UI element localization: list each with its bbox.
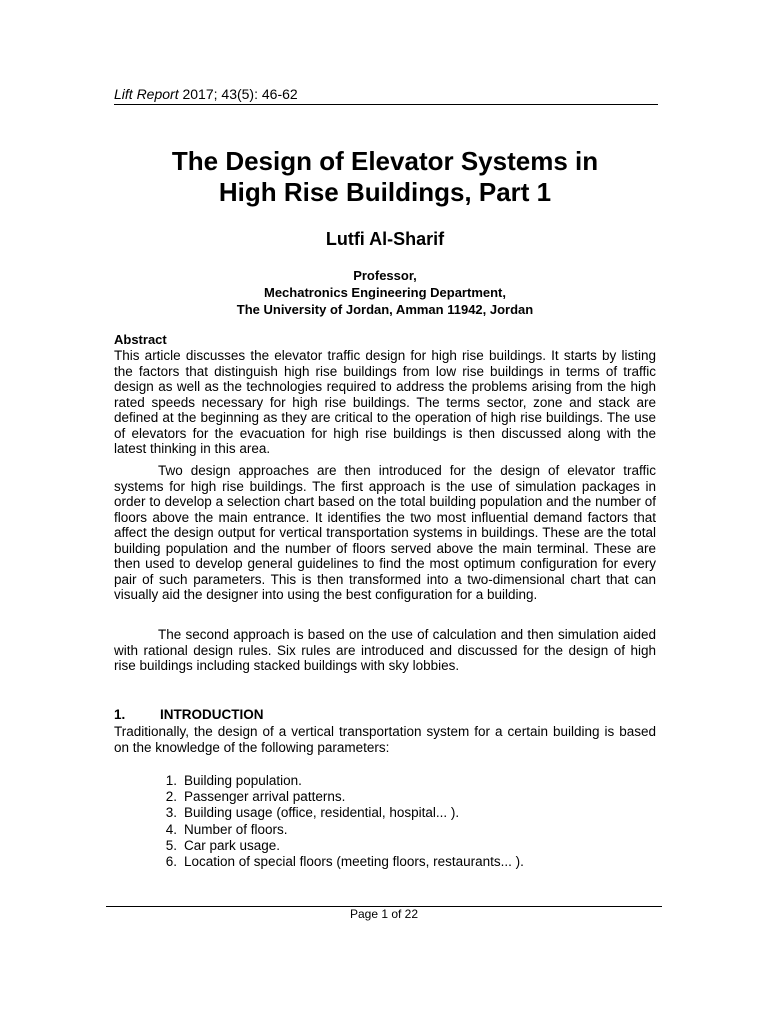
- affiliation-position: Professor,: [353, 268, 417, 283]
- section-number: 1.: [114, 707, 126, 722]
- list-item-number: 2.: [165, 789, 177, 805]
- list-item: [114, 854, 656, 870]
- list-item: [114, 838, 656, 854]
- journal-name: Lift Report: [114, 86, 179, 102]
- affiliation-department: Mechatronics Engineering Department,: [264, 285, 506, 300]
- list-item-number: 3.: [165, 805, 177, 821]
- list-item-text: Building usage (office, residential, hospital... ).: [184, 805, 460, 821]
- list-item-text: Number of floors.: [184, 821, 288, 837]
- abstract-heading: Abstract: [114, 332, 167, 347]
- list-item-number: 5.: [165, 837, 177, 853]
- parameter-list: [114, 773, 656, 870]
- abstract-paragraph-1: This article discusses the elevator traffic design for high rise buildings. It starts by listing the factors that distinguish high rise buildings from low rise buildings in terms of traffic design as well as the technologies required to address the problems arising from the high rated speeds necessary for high rise buildings. The terms sector, zone and stack are defined at the beginning as they are critical to the operation of high rise buildings. The use of elevators for the evacuation for high rise buildings is then discussed along with the latest thinking in this area.: [114, 348, 656, 456]
- list-item-text: Building population.: [184, 773, 302, 788]
- paper-title: [114, 146, 656, 208]
- journal-citation: 2017; 43(5): 46-62: [178, 86, 298, 102]
- affiliation-institution: The University of Jordan, Amman 11942, Jordan: [236, 302, 534, 317]
- header-rule: [114, 104, 658, 105]
- list-item: [114, 789, 656, 805]
- list-item-text: Location of special floors (meeting floors, restaurants... ).: [184, 854, 524, 870]
- author-name: Lutfi Al-Sharif: [325, 229, 445, 249]
- list-item-number: 6.: [165, 854, 177, 870]
- paper-title-line-2: High Rise Buildings, Part 1: [218, 177, 552, 207]
- list-item-number: 1.: [165, 773, 177, 788]
- list-item: [114, 822, 656, 838]
- abstract-paragraph-2: Two design approaches are then introduced for the design of elevator traffic systems for high rise buildings. The first approach is the use of simulation packages in order to develop a selection chart based on the total building population and the number of floors above the main entrance. It identifies the two most influential demand factors that affect the design output for vertical transportation systems in buildings. These are the total building population and the number of floors served above the main terminal. These are then used to develop general guidelines to find the most optimum configuration for every pair of such parameters. This is then transformed into a two-dimensional chart that can visually aid the designer into using the best configuration for a building.: [114, 463, 656, 602]
- list-item: [114, 773, 656, 789]
- section-heading-introduction: [114, 707, 264, 723]
- section-title: INTRODUCTION: [160, 707, 264, 722]
- introduction-paragraph: Traditionally, the design of a vertical transportation system for a certain building is based on the knowledge of the following parameters:: [114, 724, 656, 755]
- list-item-text: Passenger arrival patterns.: [184, 789, 346, 805]
- abstract-paragraph-3: The second approach is based on the use of calculation and then simulation aided with rational design rules. Six rules are introduced and discussed for the design of high rise buildings including stacked buildings with sky lobbies.: [114, 627, 656, 673]
- list-item: [114, 805, 656, 821]
- list-item-text: Car park usage.: [184, 837, 281, 853]
- author-affiliation: [114, 267, 656, 318]
- list-item-number: 4.: [165, 821, 177, 837]
- page-number: Page 1 of 22: [349, 907, 419, 921]
- running-header: [114, 86, 657, 103]
- paper-title-line-1: The Design of Elevator Systems in: [171, 146, 599, 176]
